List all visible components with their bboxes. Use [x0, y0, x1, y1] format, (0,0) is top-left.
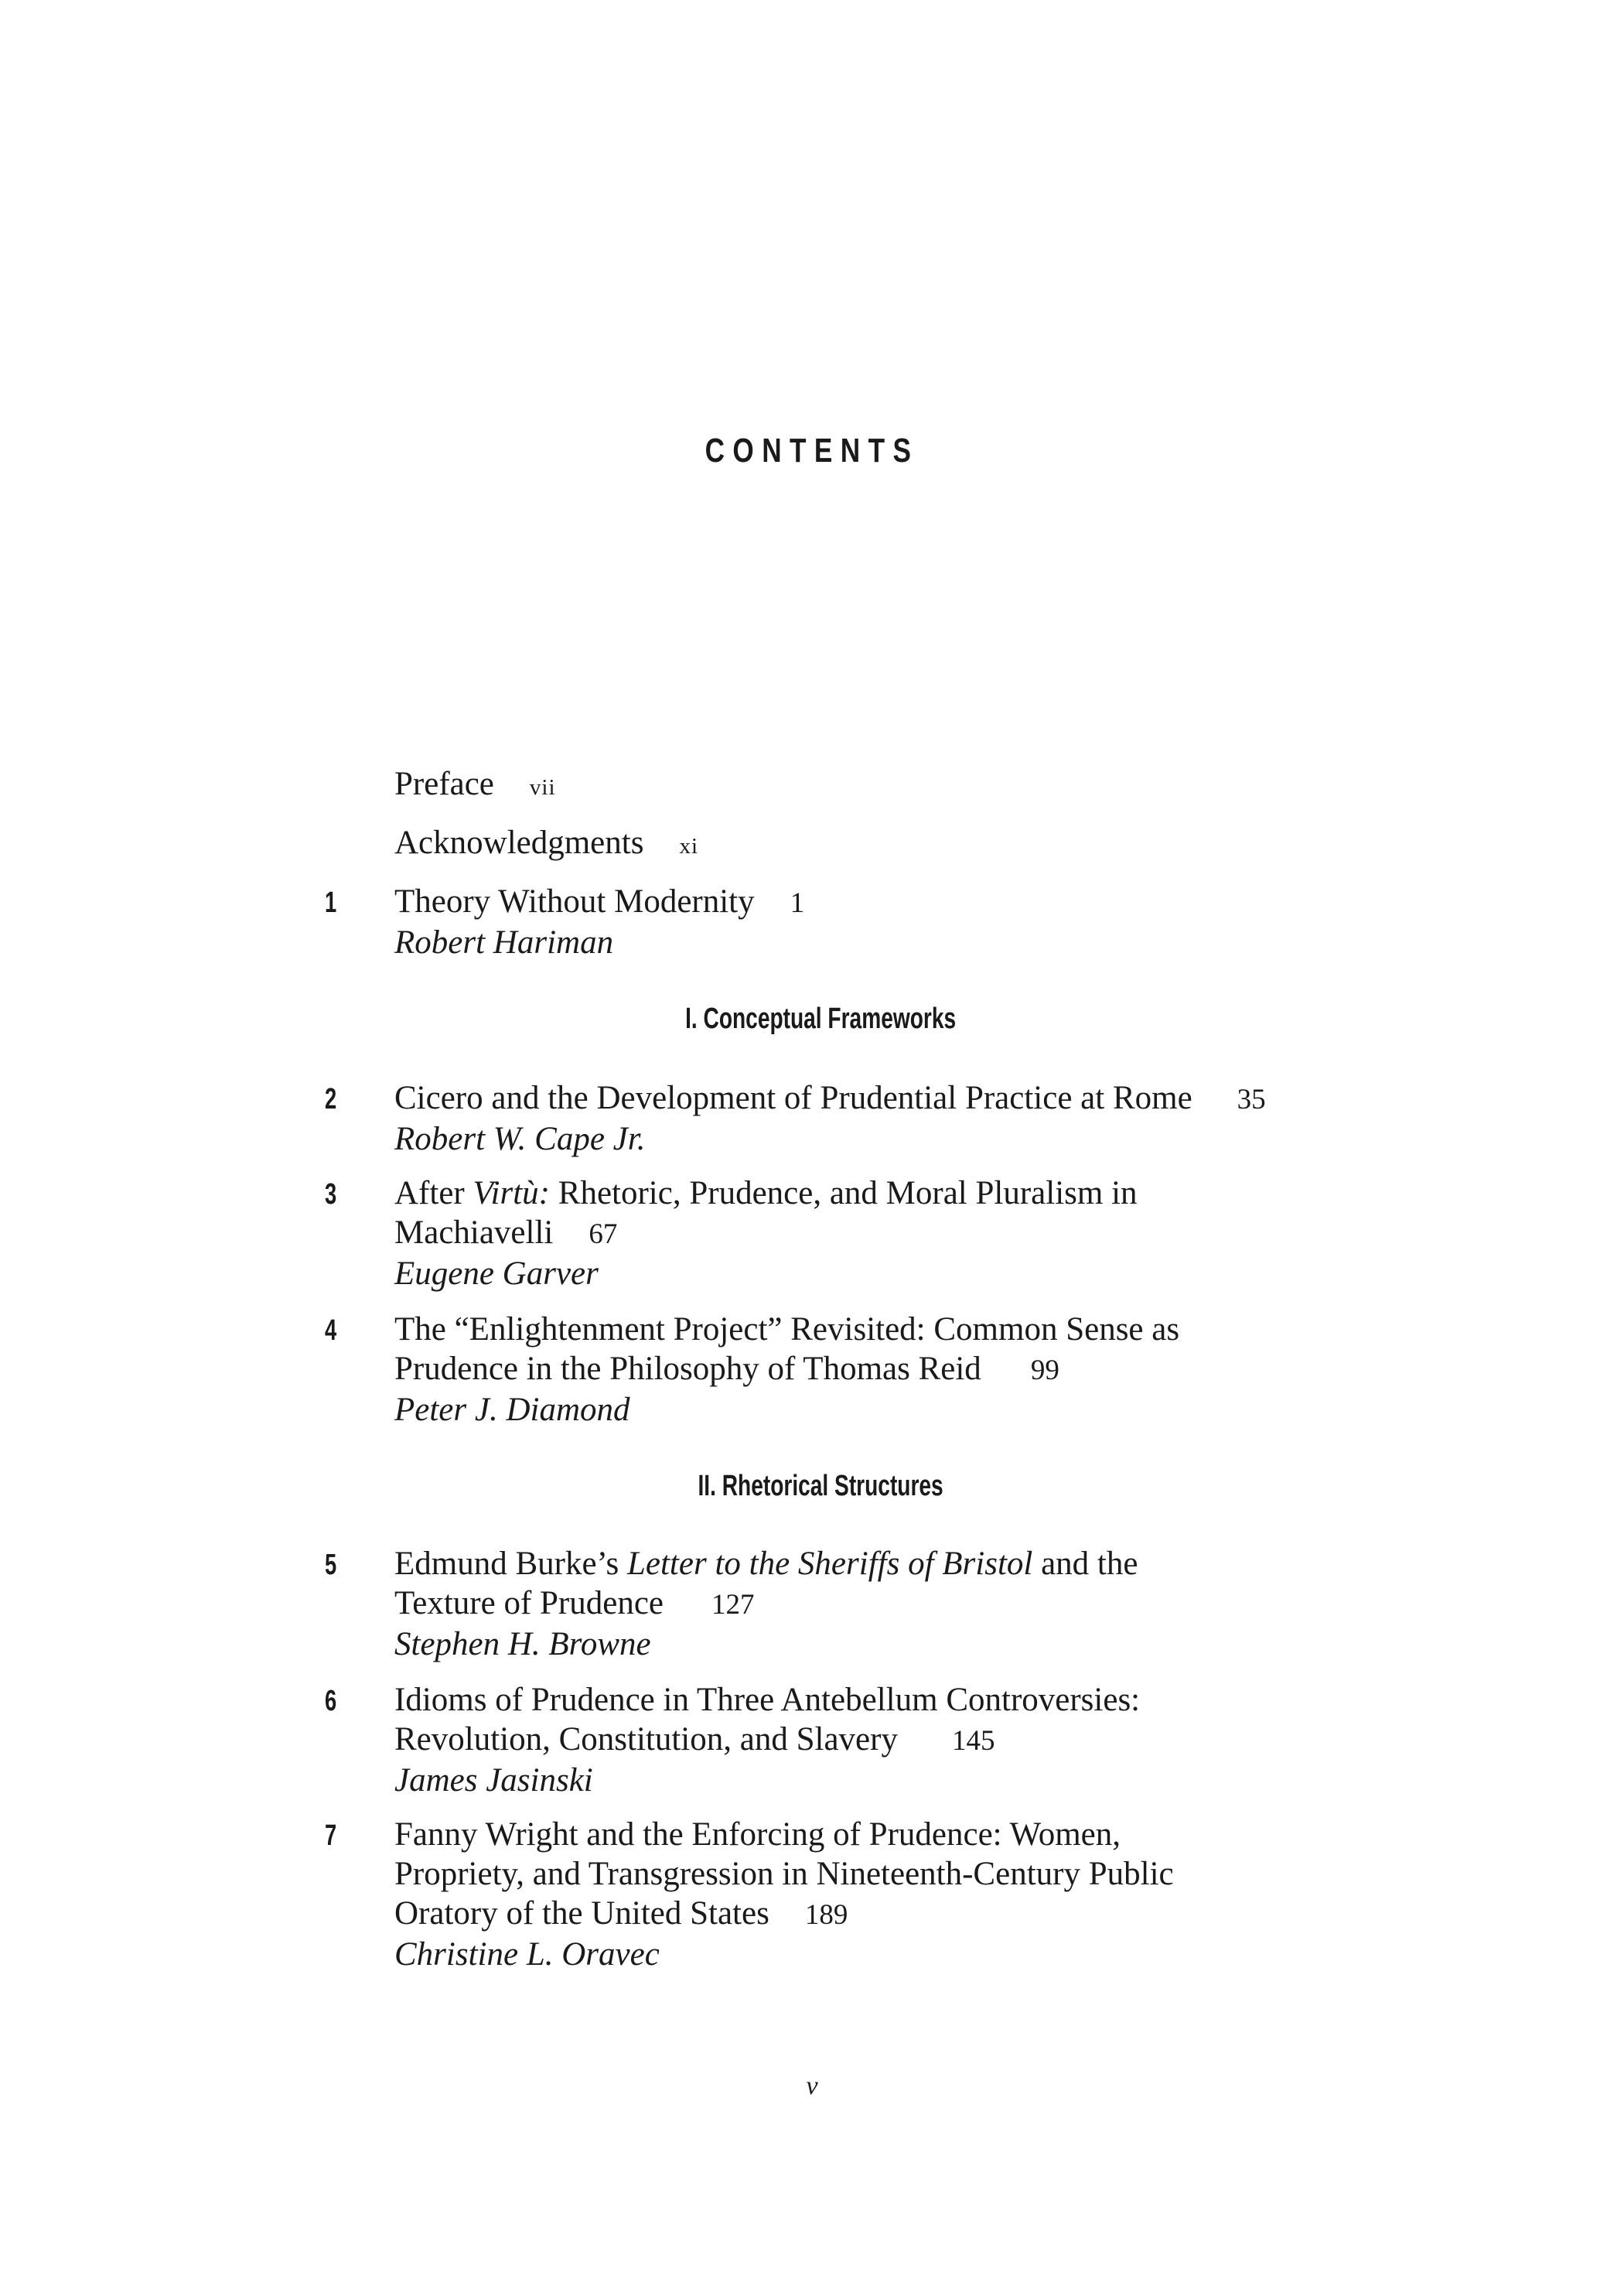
- toc-entry-chapter-4[interactable]: [325, 1310, 1180, 1430]
- page-folio: v: [806, 2072, 818, 2100]
- entry-title-text: Fanny Wright and the Enforcing of Prudence: Women,: [394, 1816, 1121, 1853]
- entry-title-italic: Letter to the Sheriffs of Bristol: [626, 1546, 1033, 1582]
- entry-title-italic: Virtù:: [473, 1175, 551, 1211]
- toc-entry-preface[interactable]: [394, 764, 556, 808]
- entry-title-text: Rhetoric, Prudence, and Moral Pluralism in: [550, 1175, 1138, 1211]
- toc-entry-acknowledgments[interactable]: [394, 823, 698, 866]
- chapter-number: 3: [325, 1178, 337, 1211]
- entry-page-number: 1: [790, 887, 805, 919]
- entry-title-text: Oratory of the United States: [394, 1895, 769, 1932]
- part-heading-2: II. Rhetorical Structures: [698, 1470, 943, 1502]
- entry-title-line: [394, 1310, 1179, 1349]
- entry-title-line: [394, 1213, 1138, 1254]
- entry-author: Robert W. Cape Jr.: [394, 1121, 646, 1157]
- entry-author: James Jasinski: [394, 1762, 593, 1799]
- contents-heading: CONTENTS: [705, 432, 919, 470]
- entry-author: Stephen H. Browne: [394, 1626, 651, 1662]
- entry-author: Peter J. Diamond: [394, 1392, 630, 1428]
- entry-title-line: [394, 882, 804, 923]
- entry-title-line: [394, 823, 698, 866]
- part-heading-1: I. Conceptual Frameworks: [685, 1003, 957, 1035]
- entry-title-text: and the: [1032, 1546, 1138, 1582]
- entry-title: Preface: [394, 766, 494, 802]
- entry-title-text: After: [394, 1175, 473, 1211]
- entry-title-text: Propriety, and Transgression in Nineteenth-Century Public: [394, 1856, 1174, 1892]
- entry-title-line: [394, 1583, 1138, 1624]
- entry-title-text: Idioms of Prudence in Three Antebellum Controversies:: [394, 1682, 1141, 1718]
- entry-title-text: Machiavelli: [394, 1214, 554, 1251]
- entry-page-number: 127: [711, 1589, 755, 1621]
- entry-title: Theory Without Modernity: [394, 883, 755, 920]
- entry-author: Christine L. Oravec: [394, 1936, 660, 1973]
- chapter-number: 2: [325, 1083, 337, 1115]
- entry-title-text: Edmund Burke’s: [394, 1546, 627, 1582]
- entry-page-number: 189: [804, 1899, 848, 1931]
- entry-title-line: [394, 764, 556, 808]
- toc-entry-chapter-6[interactable]: [325, 1680, 1141, 1800]
- entry-page-number: 99: [1030, 1355, 1059, 1386]
- chapter-number: 6: [325, 1685, 337, 1717]
- chapter-number: 1: [325, 886, 337, 919]
- chapter-number: 7: [325, 1819, 337, 1852]
- entry-page-number: 67: [589, 1218, 618, 1250]
- entry-title: Cicero and the Development of Prudential Practice at Rome: [394, 1080, 1192, 1116]
- chapter-number: 5: [325, 1549, 337, 1581]
- toc-entry-chapter-7[interactable]: [325, 1815, 1174, 1974]
- entry-page-number: xi: [679, 834, 698, 859]
- entry-title-text: Revolution, Constitution, and Slavery: [394, 1721, 898, 1758]
- entry-title-line: [394, 1173, 1138, 1213]
- entry-title-line: [394, 1720, 1140, 1761]
- entry-page-number: 35: [1237, 1084, 1266, 1115]
- entry-title-text: The “Enlightenment Project” Revisited: Common Sense as: [394, 1311, 1180, 1348]
- entry-title-line: [394, 1854, 1174, 1894]
- entry-title-line: [394, 1349, 1179, 1390]
- entry-title: Acknowledgments: [394, 825, 644, 861]
- toc-entry-chapter-2[interactable]: [325, 1078, 1266, 1159]
- entry-title-line: [394, 1078, 1266, 1119]
- chapter-number: 4: [325, 1314, 337, 1347]
- entry-page-number: 145: [951, 1725, 995, 1757]
- toc-entry-chapter-3[interactable]: [325, 1173, 1138, 1293]
- entry-title-text: Texture of Prudence: [394, 1585, 664, 1621]
- entry-title-line: [394, 1680, 1140, 1720]
- toc-entry-chapter-5[interactable]: [325, 1544, 1138, 1664]
- entry-author: Robert Hariman: [394, 924, 614, 961]
- entry-title-line: [394, 1815, 1174, 1854]
- entry-title-line: [394, 1894, 1174, 1935]
- entry-title-text: Prudence in the Philosophy of Thomas Reid: [394, 1351, 981, 1387]
- toc-entry-chapter-1[interactable]: [325, 882, 805, 962]
- entry-title-line: [394, 1544, 1138, 1583]
- entry-page-number: vii: [529, 775, 556, 800]
- entry-author: Eugene Garver: [394, 1255, 599, 1292]
